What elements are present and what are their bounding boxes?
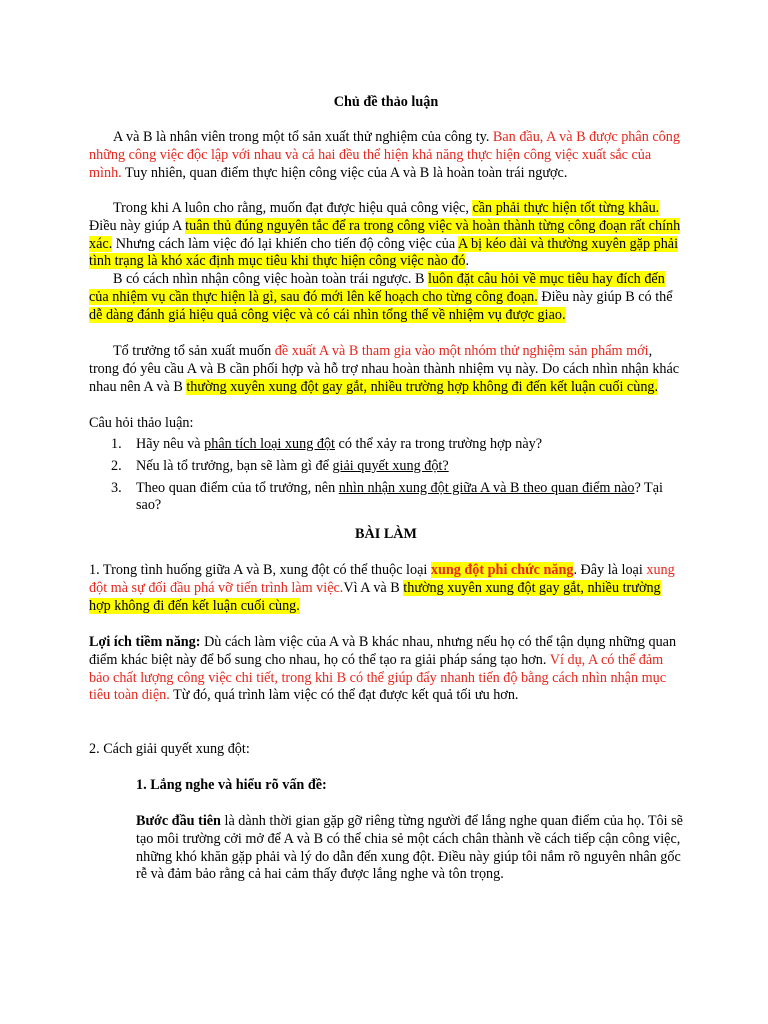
text-run: Từ đó, quá trình làm việc có thể đạt được kết quả tối ưu hơn. [169,687,519,704]
highlighted-text: luôn đặt câu hỏi về mục tiêu hay đích đến của nhiệm vụ cần thực hiện là gì, sau đó mới lên kế hoạch cho từng công đoạn. [89,271,665,305]
highlighted-text: thường xuyên xung đột gay gắt, nhiều trường hợp không đi đến kết luận cuối cùng. [89,579,661,614]
text-run: , trong đó yêu cầu A và B cần phối hợp và hỗ trợ nhau hoàn thành nhiệm vụ này. Do cách nhìn nhận khác nhau nên A và B [89,343,680,395]
paragraph-b [89,271,683,324]
highlighted-text: tuân thủ đúng nguyên tắc để ra trong công việc và hoàn thành từng công đoạn rất chính xác. [89,217,681,252]
answer-title: BÀI LÀM [355,526,417,542]
text-run: Vì A và B [343,579,404,596]
text-run: . [465,253,470,270]
subsection-heading: 1. Lắng nghe và hiểu rõ vấn đề: [136,777,327,793]
text-run: là dành thời gian gặp gỡ riêng từng người để lắng nghe quan điểm của họ. Tôi sẽ tạo môi trường cởi mở để A và B có thể chia sẻ một cách chân thành về cách tiếp cận công việc, những khó khăn gặp phải và lý do dẫn đến xung đột. Điều này giúp tôi nắm rõ nguyên nhân gốc rễ và đảm bảo rằng cả hai cảm thấy được lắng nghe và tôn trọng. [136,813,683,883]
paragraph-a [89,200,683,271]
question-item [89,480,683,516]
text-run: có thể xảy ra trong trường hợp này? [334,436,543,452]
highlighted-text: thường xuyên xung đột gay gắt, nhiều trường hợp không đi đến kết luận cuối cùng. [186,378,659,395]
red-text: Ví dụ, A có thể đảm bảo chất lượng công việc chi tiết, trong khi B có thể giúp đẩy nhanh tiến độ bằng cách nhìn nhận mục tiêu toàn diện. [89,651,667,704]
question-item [89,458,683,476]
answer-section-2: 2. Cách giải quyết xung đột: [89,741,250,757]
question-item [89,436,683,454]
document-title: Chủ đề thảo luận [333,94,439,110]
text-run: Theo quan điểm của tổ trưởng, nên [136,479,339,496]
highlighted-text: dễ dàng đánh giá hiệu quả công việc và có cái nhìn tổng thể về nhiệm vụ được giao. [89,306,566,323]
questions-label: Câu hỏi thảo luận: [89,415,194,431]
question-number: 3. [111,479,122,496]
highlighted-text: cần phải thực hiện tốt từng khâu. [472,200,660,216]
text-run: Điều này giúp B có thể [537,288,673,305]
underlined-text: giải quyết xung đột? [332,457,449,474]
red-text: Ban đầu, A và B được phân công những công việc độc lập với nhau và cả hai đều thể hiện khả năng thực hiện công việc xuất sắc của mình. [89,129,680,181]
red-text: xung đột mà sự đối đầu phá vỡ tiến trình làm việc. [89,562,675,596]
text-run: Hãy nêu và [136,436,205,452]
text-run: Dù cách làm việc của A và B khác nhau, nhưng nếu họ có thể tận dụng những quan điểm khác biệt này để bổ sung cho nhau, họ có thể tạo ra giải pháp sáng tạo hơn. [89,634,677,668]
text-run: Tuy nhiên, quan điểm thực hiện công việc của A và B là hoàn toàn trái ngược. [121,164,568,181]
question-number: 2. [111,457,122,474]
underlined-text: nhìn nhận xung đột giữa A và B theo quan điểm nào [338,479,635,496]
paragraph-leader [89,343,683,396]
paragraph-intro [89,129,683,182]
bold-label: Bước đầu tiên [136,813,221,829]
text-run: 1. Trong tình huống giữa A và B, xung đột có thể thuộc loại [89,562,431,578]
underlined-text: phân tích loại xung đột [204,436,335,452]
text-run: ? Tại sao? [136,479,663,514]
answer-paragraph-1 [89,562,683,615]
text-run: . Đây là loại [573,562,647,578]
answer-paragraph-listen [136,813,684,884]
text-run: B có cách nhìn nhận công việc hoàn toàn trái ngược. B [113,271,429,287]
bold-label: Lợi ích tiềm năng: [89,634,201,650]
answer-paragraph-benefit [89,634,683,705]
red-text: đề xuất A và B tham gia vào một nhóm thử nghiệm sản phẩm mới [274,343,649,359]
text-run: A và B là nhân viên trong một tổ sản xuất thử nghiệm của công ty. [113,129,493,145]
highlighted-bold-red-text: xung đột phi chức năng [430,562,574,578]
text-run: Tổ trưởng tổ sản xuất muốn [113,343,275,359]
text-run: Nhưng cách làm việc đó lại khiến cho tiến độ công việc của [112,235,458,252]
question-list [89,436,683,519]
text-run: Điều này giúp A [89,217,186,234]
text-run: Nếu là tổ trưởng, bạn sẽ làm gì để [136,457,333,474]
question-number: 1. [111,436,122,452]
highlighted-text: A bị kéo dài và thường xuyên gặp phải tình trạng là khó xác định mục tiêu khi thực hiện công việc nào đó [89,235,679,270]
text-run: Trong khi A luôn cho rằng, muốn đạt được hiệu quả công việc, [113,200,473,216]
